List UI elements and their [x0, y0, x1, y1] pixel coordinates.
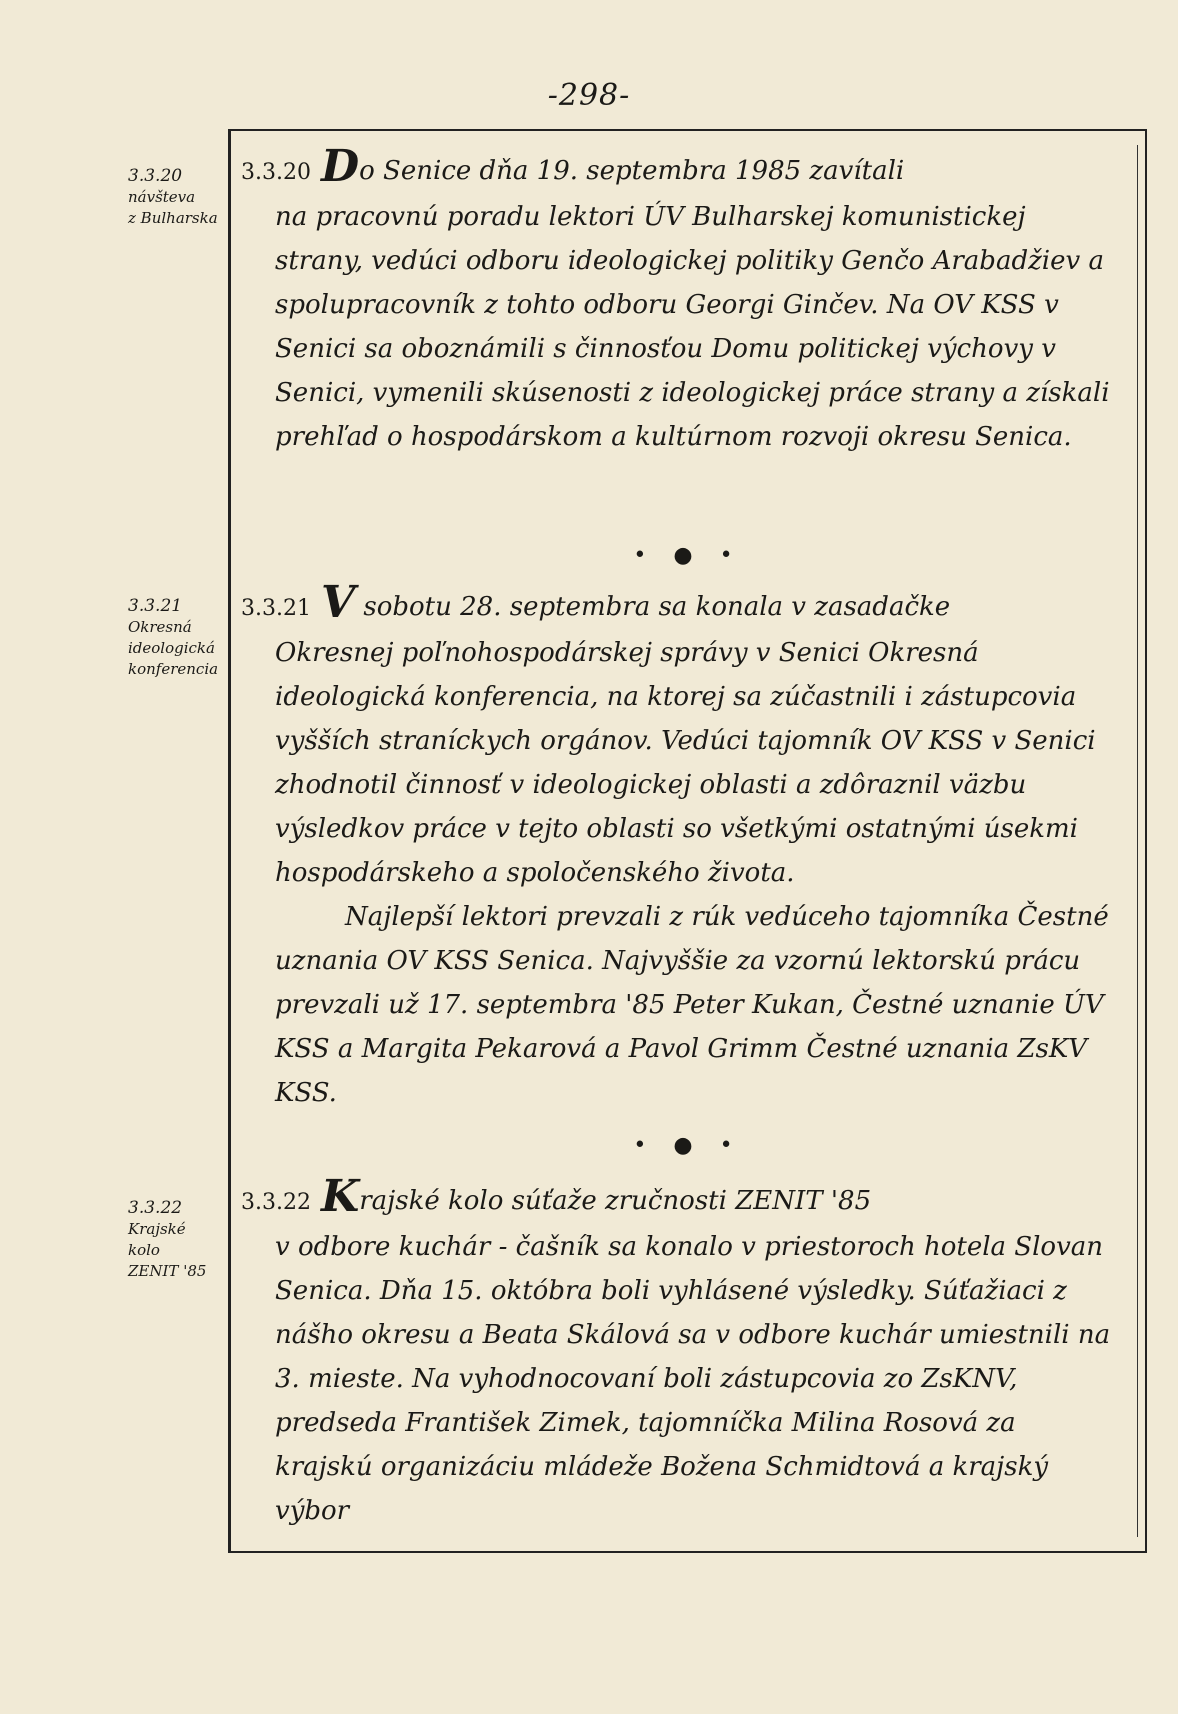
- margin-note-line: Okresná: [128, 618, 192, 636]
- margin-note-id: 3.3.22: [128, 1198, 183, 1218]
- margin-note-line: ZENIT '85: [128, 1262, 207, 1280]
- entry-id: 3.3.22: [241, 1190, 311, 1215]
- entry-head: [231, 141, 1117, 195]
- margin-note-line: konferencia: [128, 660, 219, 678]
- entry-first-line: rajské kolo súťaže zručnosti ZENIT '85: [359, 1186, 872, 1216]
- entry-text: v odbore kuchár - čašník sa konalo v priestoroch hotela Slovan Senica. Dňa 15. októbra boli vyhlásené výsledky. Súťažiaci z nášho okresu a Beata Skálová sa v odbore kuchár umiestnili na 3. mieste. Na vyhodnocovaní boli zástupcovia zo ZsKNV, predseda František Zimek, tajomníčka Milina Rosová za krajskú organizáciu mládeže Božena Schmidtová a krajský výbor: [275, 1232, 1111, 1526]
- margin-note-id: 3.3.20: [128, 166, 183, 186]
- margin-note-line: Krajské: [128, 1220, 186, 1238]
- margin-note-3-3-20: [128, 166, 228, 229]
- margin-note-line: z Bulharska: [128, 209, 218, 227]
- entry-3-3-22: [231, 1171, 1117, 1533]
- entry-3-3-20: [231, 141, 1117, 459]
- dropcap: K: [320, 1171, 360, 1222]
- separator: • ● •: [633, 543, 743, 568]
- entry-first-line: o Senice dňa 19. septembra 1985 zavítali: [359, 156, 905, 186]
- margin-note-line: kolo: [128, 1241, 160, 1259]
- separator: • ● •: [633, 1133, 743, 1158]
- entry-head: [231, 1171, 1117, 1225]
- margin-note-line: ideologická: [128, 639, 215, 657]
- margin-note-3-3-21: [128, 596, 228, 680]
- margin-note-3-3-22: [128, 1198, 228, 1282]
- dropcap: V: [320, 577, 356, 628]
- entry-head: [231, 577, 1117, 631]
- margin-note-id: 3.3.21: [128, 596, 183, 616]
- chronicle-frame: [228, 129, 1147, 1553]
- entry-text-paragraph-2: Najlepší lektori prevzali z rúk vedúceho tajomníka Čestné uznania OV KSS Senica. Najvyššie za vzornú lektorskú prácu prevzali už 17. septembra '85 Peter Kukan, Čestné uznanie ÚV KSS a Margita Pekarová a Pavol Grimm Čestné uznania ZsKV KSS.: [275, 902, 1109, 1108]
- entry-id: 3.3.20: [241, 160, 311, 185]
- entry-first-line: sobotu 28. septembra sa konala v zasadačke: [355, 592, 951, 622]
- page-number: -298-: [547, 78, 631, 113]
- entry-id: 3.3.21: [241, 596, 311, 621]
- entry-3-3-21: [231, 577, 1117, 1115]
- margin-note-line: návšteva: [128, 188, 196, 206]
- entry-text: Okresnej poľnohospodárskej správy v Senici Okresná ideologická konferencia, na ktorej sa zúčastnili i zástupcovia vyšších straníckych orgánov. Vedúci tajomník OV KSS v Senici zhodnotil činnosť v ideologickej oblasti a zdôraznil väzbu výsledkov práce v tejto oblasti so všetkými ostatnými úsekmi hospodárskeho a spoločenského života.: [275, 638, 1096, 888]
- inner-rule: [1137, 145, 1138, 1537]
- entry-text: na pracovnú poradu lektori ÚV Bulharskej komunistickej strany, vedúci odboru ideologickej politiky Genčo Arabadžiev a spolupracovník z tohto odboru Georgi Ginčev. Na OV KSS v Senici sa oboznámili s činnosťou Domu politickej výchovy v Senici, vymenili skúsenosti z ideologickej práce strany a získali prehľad o hospodárskom a kultúrnom rozvoji okresu Senica.: [275, 202, 1110, 452]
- dropcap: D: [320, 141, 360, 192]
